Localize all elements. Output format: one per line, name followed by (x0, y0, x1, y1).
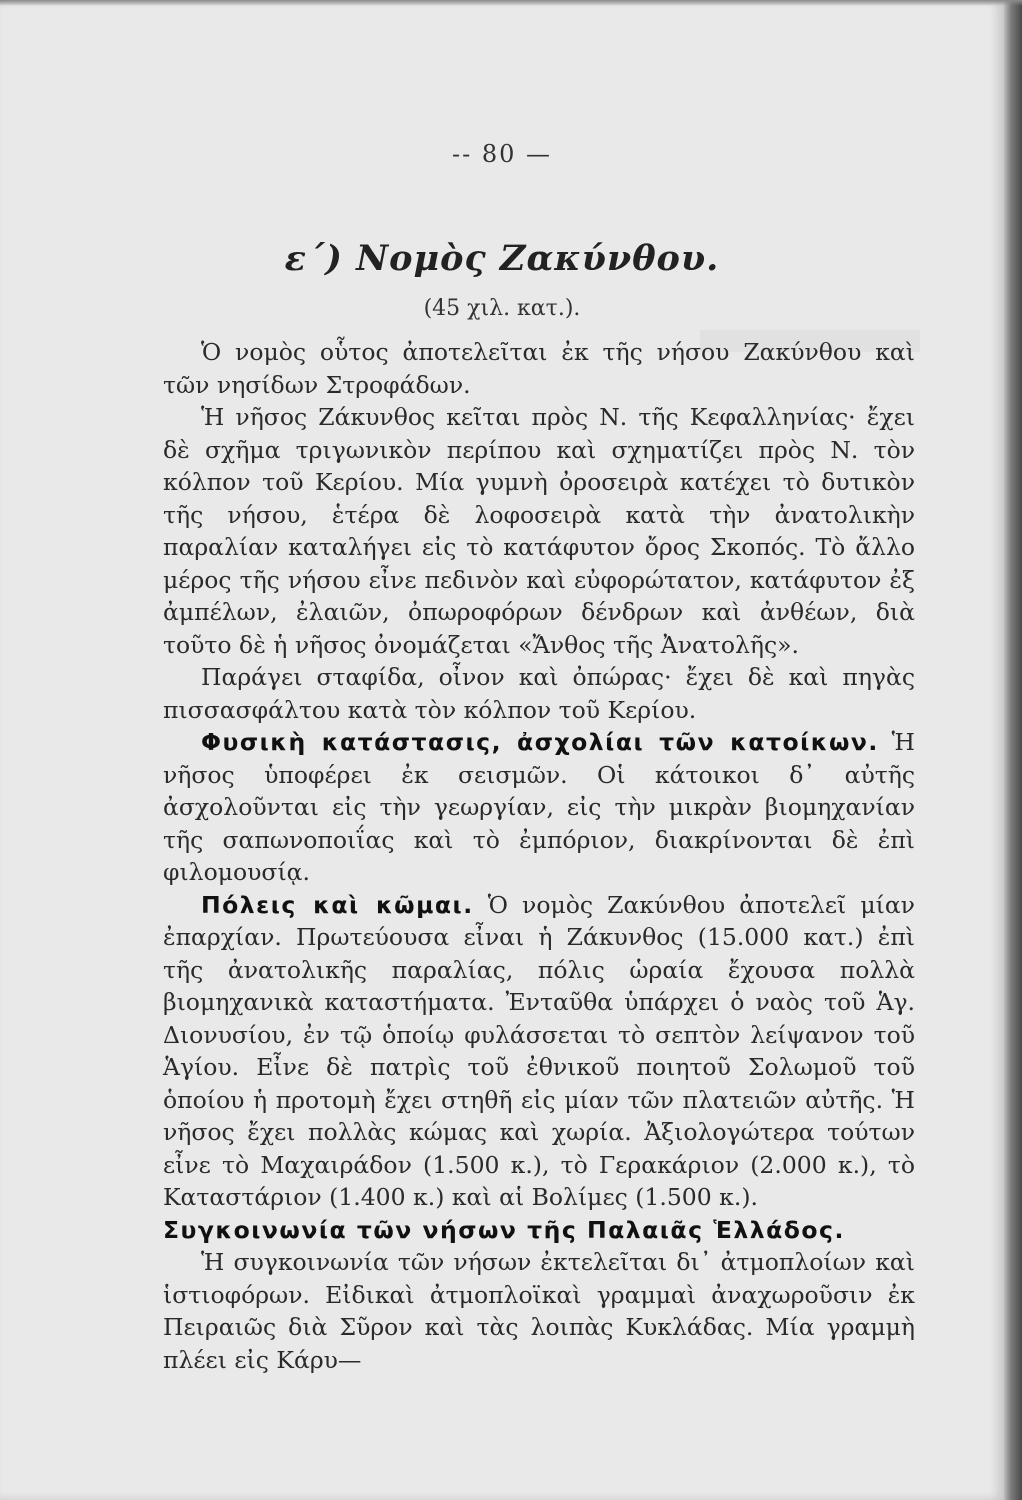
paragraph-text: Ἡ νῆσος Ζάκυνθος κεῖται πρὸς Ν. τῆς Κεφαλληνίας· ἔχει δὲ σχῆμα τριγωνικὸν περίπου καὶ σχηματίζει πρὸς Ν. τὸν κόλπον τοῦ Κερίου. Μία γυμνὴ ὀροσειρὰ κατέχει τὸ δυτικὸν τῆς νήσου, ἑτέρα δὲ λοφοσειρὰ κατὰ τὴν ἀνατολικὴν παραλίαν καταλήγει εἰς τὸ κατάφυτον ὄρος Σκοπός. Τὸ ἄλλο μέρος τῆς νήσου εἶνε πεδινὸν καὶ εὐφορώτατον, κατάφυτον ἐξ ἀμπέλων, ἐλαιῶν, ὀπωροφόρων δένδρων καὶ ἀνθέων, διὰ τοῦτο δὲ ἡ νῆσος ὀνομάζεται «Ἄνθος τῆς Ἀνατολῆς». (163, 403, 915, 659)
body-text (163, 336, 915, 1376)
paragraph-text: Ἡ νῆσος ὑποφέρει ἐκ σεισμῶν. Οἱ κάτοικοι δ᾽ αὐτῆς ἀσχολοῦνται εἰς τὴν γεωργίαν, εἰς τὴν μικρὰν βιομηχανίαν τῆς σαπωνοποιΐας καὶ τὸ ἐμπόριον, διακρίνονται δὲ ἐπὶ φιλομουσίᾳ. (163, 728, 915, 886)
page-edge-shadow (1004, 0, 1022, 1500)
area-note: (45 χιλ. κατ.). (423, 296, 581, 321)
paragraph-geography (163, 401, 915, 661)
section-heading-communication: Συγκοινωνία τῶν νήσων τῆς Παλαιᾶς Ἑλλάδος. (163, 1215, 845, 1244)
paragraph-products (163, 661, 915, 726)
paragraph-communication (163, 1246, 915, 1376)
paragraph-heading: Πόλεις καὶ κῶμαι. (201, 890, 474, 919)
paragraph-heading: Φυσικὴ κατάστασις, ἀσχολίαι τῶν κατοίκων. (201, 728, 879, 756)
paragraph-text: Ἡ συγκοινωνία τῶν νήσων ἐκτελεῖται δι᾽ ἀτμοπλοίων καὶ ἱστιοφόρων. Εἰδικαὶ ἀτμοπλοϊκαὶ γραμμαὶ ἀναχωροῦσιν ἐκ Πειραιῶς διὰ Σῦρον καὶ τὰς λοιπὰς Κυκλάδας. Μία γραμμὴ πλέει εἰς Κάρυ— (163, 1248, 915, 1374)
page-top-shadow (0, 0, 1022, 6)
paragraph-towns (163, 889, 915, 1214)
paragraph-text: Παράγει σταφίδα, οἶνον καὶ ὀπώρας· ἔχει δὲ καὶ πηγὰς πισσασφάλτου κατὰ τὸν κόλπον τοῦ Κερίου. (163, 663, 915, 724)
section-title: ε΄) Νομὸς Ζακύνθου. (284, 238, 720, 279)
paragraph-text: Ὁ νομὸς Ζακύνθου ἀποτελεῖ μίαν ἐπαρχίαν. Πρωτεύουσα εἶναι ἡ Ζάκυνθος (15.000 κατ.) ἐπὶ τῆς ἀνατολικῆς παραλίας, πόλις ὡραία ἔχουσα πολλὰ βιομηχανικὰ καταστήματα. Ἐνταῦθα ὑπάρχει ὁ ναὸς τοῦ Ἁγ. Διονυσίου, ἐν τῷ ὁποίῳ φυλάσσεται τὸ σεπτὸν λείψανον τοῦ Ἁγίου. Εἶνε δὲ πατρὶς τοῦ ἐθνικοῦ ποιητοῦ Σολωμοῦ τοῦ ὁποίου ἡ προτομὴ ἔχει στηθῆ εἰς μίαν τῶν πλατειῶν αὐτῆς. Ἡ νῆσος ἔχει πολλὰς κώμας καὶ χωρία. Ἀξιολογώτερα τούτων εἶνε τὸ Μαχαιράδον (1.500 κ.), τὸ Γερακάριον (2.000 κ.), τὸ Καταστάριον (1.400 κ.) καὶ αἱ Βολίμες (1.500 κ.). (163, 890, 915, 1211)
paragraph-physical-state (163, 726, 915, 889)
paragraph-intro (163, 336, 915, 401)
paragraph-text: Ὁ νομὸς οὗτος ἀποτελεῖται ἐκ τῆς νήσου Ζακύνθου καὶ τῶν νησίδων Στροφάδων. (163, 338, 915, 399)
page-number: -- 80 — (451, 140, 552, 168)
